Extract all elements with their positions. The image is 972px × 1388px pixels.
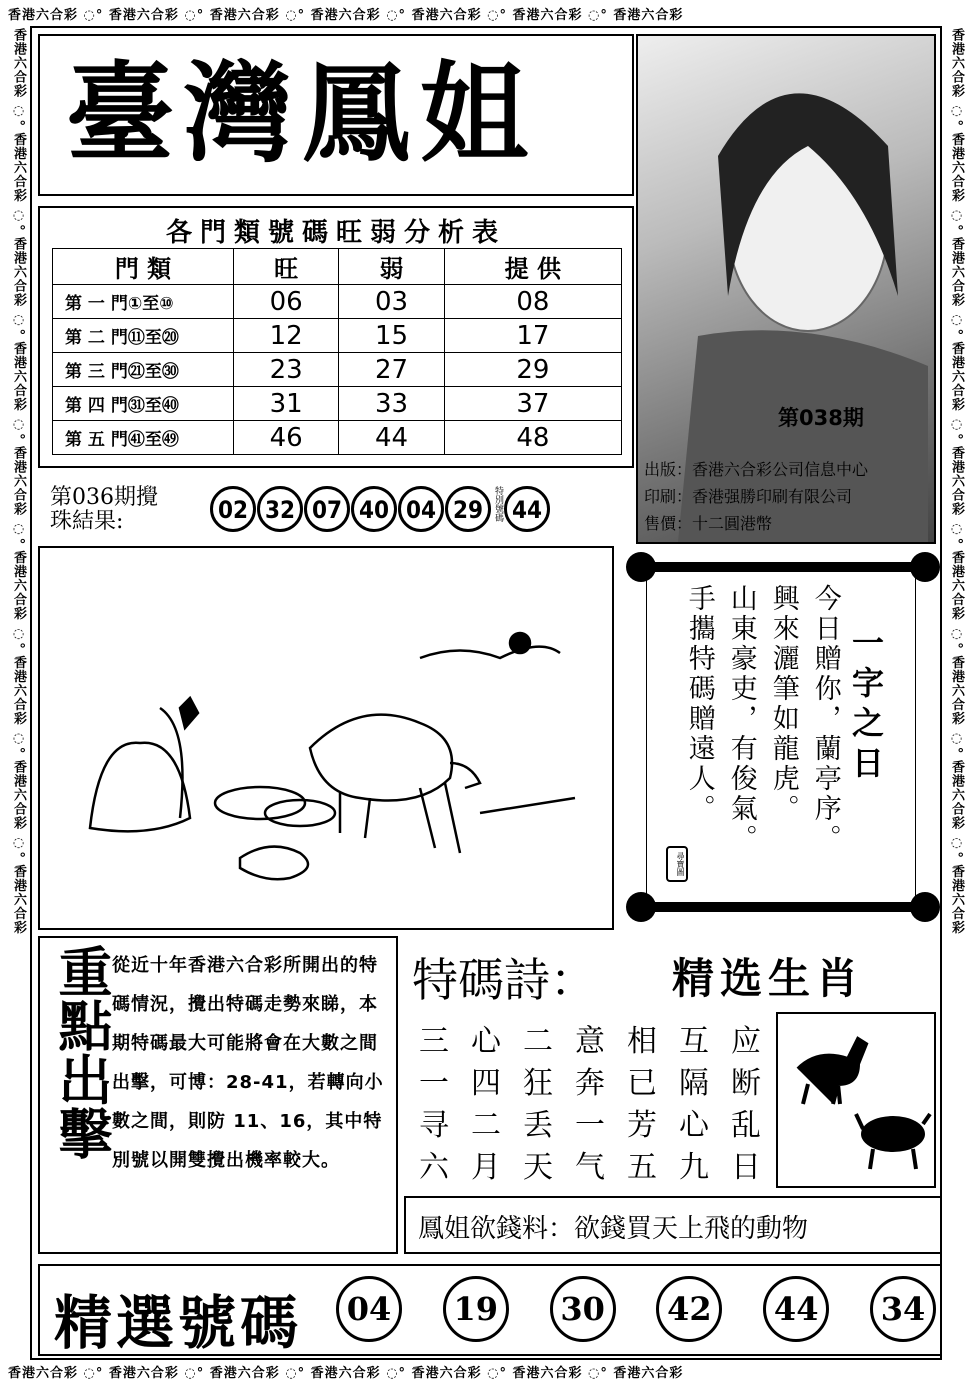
publisher-info: [644, 456, 868, 537]
weak-cell: 27: [339, 353, 444, 387]
poem-box: [404, 936, 942, 1188]
poem-char: 一: [575, 1108, 605, 1143]
scroll-title: 一字之日: [847, 626, 885, 786]
poem-char: 奔: [575, 1066, 605, 1101]
poem-char: 狂: [523, 1066, 553, 1101]
weak-cell: 33: [339, 387, 444, 421]
poem-char: 相: [627, 1024, 657, 1059]
picks-title: 精選號碼: [54, 1289, 303, 1357]
results-balls: [210, 486, 551, 532]
poem-char: 应: [731, 1024, 761, 1059]
table-row: [53, 421, 622, 455]
table-row: [53, 285, 622, 319]
result-ball: 04: [398, 486, 444, 532]
poem-char: 六: [419, 1150, 449, 1185]
poem-char: 心: [471, 1024, 501, 1059]
offer-cell: 37: [444, 387, 621, 421]
pig-illustration: [40, 548, 612, 928]
pick-ball: 44: [763, 1276, 829, 1342]
poem-char: 日: [731, 1150, 761, 1185]
poem-char: 天: [523, 1150, 553, 1185]
special-ball: 44: [504, 486, 550, 532]
poem-char: 丢: [523, 1108, 553, 1143]
zodiac-title: 精选生肖: [672, 954, 865, 1003]
table-row: [53, 353, 622, 387]
poem-char: 气: [575, 1150, 605, 1185]
offer-cell: 29: [444, 353, 621, 387]
strong-cell: 31: [234, 387, 339, 421]
ox-icon: [856, 1114, 930, 1169]
top-border-strip: 香港六合彩 ◌° 香港六合彩 ◌° 香港六合彩 ◌° 香港六合彩 ◌° 香港六合彩 ◌° 香港六合彩 ◌° 香港六合彩: [8, 8, 684, 23]
header-door: 門 類: [53, 249, 234, 285]
strong-cell: 23: [234, 353, 339, 387]
door-cell: 第 四 門㉛至㊵: [53, 387, 234, 421]
result-ball: 29: [445, 486, 491, 532]
pick-ball: 30: [550, 1276, 616, 1342]
money-clue-box: [404, 1196, 942, 1254]
poem-char: 隔: [679, 1066, 709, 1101]
issue-number: 第038期: [778, 406, 864, 430]
poem-char: 二: [471, 1108, 501, 1143]
scroll-rod-bottom: [644, 902, 922, 912]
poem-char: 月: [471, 1150, 501, 1185]
pick-ball: 34: [870, 1276, 936, 1342]
poem-char: 二: [523, 1024, 553, 1059]
poem-char: 寻: [419, 1108, 449, 1143]
result-ball: 32: [257, 486, 303, 532]
weak-cell: 15: [339, 319, 444, 353]
key-strike-title: 重點出擊: [50, 944, 114, 1160]
door-cell: 第 五 門㊶至㊾: [53, 421, 234, 455]
page-title: 臺灣鳳姐: [66, 51, 539, 177]
key-strike-text: 從近十年香港六合彩所開出的特碼情況，攪出特碼走勢來睇，本期特碼最大可能將會在大數之間出擊，可博：28-41，若轉向小數之間，則防 11、16，其中特別號以開雙攪出機率較大。: [112, 955, 384, 1171]
strong-cell: 06: [234, 285, 339, 319]
poem-char: 四: [471, 1066, 501, 1101]
result-ball: 02: [210, 486, 256, 532]
key-strike-box: [38, 936, 398, 1254]
poem-char: 互: [679, 1024, 709, 1059]
result-ball: 07: [304, 486, 350, 532]
poem-char: 乱: [731, 1108, 761, 1143]
offer-cell: 48: [444, 421, 621, 455]
table-row: [53, 319, 622, 353]
pick-ball: 19: [443, 1276, 509, 1342]
weak-cell: 44: [339, 421, 444, 455]
right-border-strip: 香港六合彩 ◌° 香港六合彩 ◌° 香港六合彩 ◌° 香港六合彩 ◌° 香港六合彩 ◌° 香港六合彩 ◌° 香港六合彩 ◌° 香港六合彩 ◌° 香港六合彩: [949, 28, 964, 935]
price-line: 售價：十二圓港幣: [644, 514, 773, 533]
model-photo: [636, 34, 936, 544]
door-cell: 第 二 門⑪至⑳: [53, 319, 234, 353]
weak-cell: 03: [339, 285, 444, 319]
printer-line: 印刷：香港强勝印刷有限公司: [644, 487, 853, 506]
results-label-line2: 珠結果:: [50, 509, 124, 534]
poem-char: 断: [731, 1066, 761, 1101]
header-strong: 旺: [234, 249, 339, 285]
result-ball: 40: [351, 486, 397, 532]
results-label: [50, 486, 158, 534]
header-offer: 提 供: [444, 249, 621, 285]
table-header-row: [53, 249, 622, 285]
poem-char: 三: [419, 1024, 449, 1059]
poem-title: 特碼詩：: [412, 953, 596, 1007]
poem-char: 一: [419, 1066, 449, 1101]
table-row: [53, 387, 622, 421]
offer-cell: 17: [444, 319, 621, 353]
title-box: [38, 34, 634, 196]
publisher-line: 出版：香港六合彩公司信息中心: [644, 460, 869, 479]
door-cell: 第 三 門㉑至㉚: [53, 353, 234, 387]
scroll-column: 今日贈你，蘭亭序。: [809, 584, 841, 854]
poem-char: 五: [627, 1150, 657, 1185]
draw-results: [50, 484, 630, 540]
zodiac-image-box: [776, 1012, 936, 1188]
pick-ball: 42: [656, 1276, 722, 1342]
scroll-box: [624, 546, 942, 926]
door-cell: 第 一 門①至⑩: [53, 285, 234, 319]
scroll-column: 手攜特碼贈遠人。: [683, 584, 715, 824]
offer-cell: 08: [444, 285, 621, 319]
analysis-table: [52, 248, 622, 455]
strong-cell: 12: [234, 319, 339, 353]
bottom-border-strip: 香港六合彩 ◌° 香港六合彩 ◌° 香港六合彩 ◌° 香港六合彩 ◌° 香港六合彩 ◌° 香港六合彩 ◌° 香港六合彩: [8, 1366, 684, 1381]
money-clue: 鳳姐欲錢料：欲錢買天上飛的動物: [418, 1214, 809, 1244]
header-weak: 弱: [339, 249, 444, 285]
analysis-table-box: [38, 206, 634, 468]
poem-char: 九: [679, 1150, 709, 1185]
pick-ball: 04: [336, 1276, 402, 1342]
special-number-label: 特別號碼: [493, 486, 503, 522]
horse-icon: [798, 1039, 866, 1104]
picks-balls: [336, 1276, 936, 1342]
strong-cell: 46: [234, 421, 339, 455]
scroll-column: 興來灑筆如龍虎。: [767, 584, 799, 824]
poem-char: 芳: [627, 1108, 657, 1143]
poem-char: 已: [627, 1066, 657, 1101]
illustration-box: [38, 546, 614, 930]
scroll-knob-right-bottom: [910, 892, 940, 922]
left-border-strip: 香港六合彩 ◌° 香港六合彩 ◌° 香港六合彩 ◌° 香港六合彩 ◌° 香港六合彩 ◌° 香港六合彩 ◌° 香港六合彩 ◌° 香港六合彩 ◌° 香港六合彩: [11, 28, 26, 935]
poem-grid: [410, 1016, 774, 1186]
poem-char: 意: [575, 1024, 605, 1059]
results-label-line1: 第036期攪: [50, 485, 158, 510]
poem-char: 心: [679, 1108, 709, 1143]
scroll-seal: 尋寶圖: [666, 846, 688, 882]
table-heading: 各門類號碼旺弱分析表: [165, 218, 506, 248]
scroll-column: 山東豪吏，有俊氣。: [725, 584, 757, 854]
picks-box: [38, 1264, 942, 1356]
